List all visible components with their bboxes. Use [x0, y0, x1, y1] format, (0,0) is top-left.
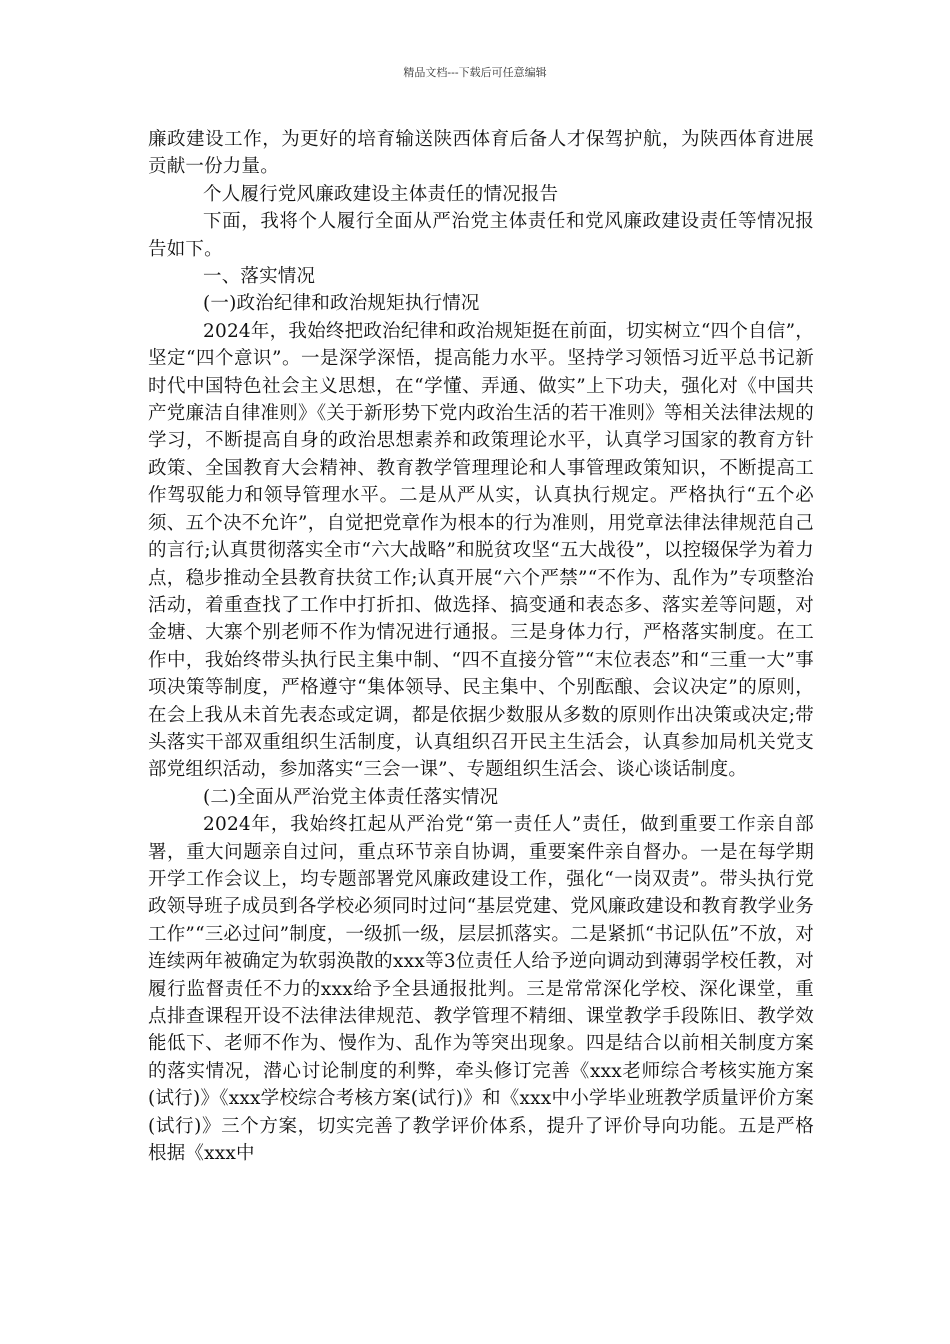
running-header: 精品文档---下载后可任意编辑 — [403, 66, 547, 79]
paragraph-continuation: 廉政建设工作，为更好的培育输送陕西体育后备人才保驾护航，为陕西体育进展贡献一份力量。 — [148, 129, 814, 178]
document-body — [148, 126, 814, 1167]
paragraph-party-responsibility: 2024年，我始终扛起从严治党“第一责任人”责任，做到重要工作亲自部署，重大问题亲自过问，重点环节亲自协调，重要案件亲自督办。一是在每学期开学工作会议上，均专题部署党风廉政建设工作，强化“一岗双责”。带头执行党政领导班子成员到各学校必须同时过问“基层党建、党风廉政建设和教育教学业务工作”“三必过问”制度，一级抓一级，层层抓落实。二是紧抓“书记队伍”不放，对连续两年被确定为软弱涣散的xxx等3位责任人给予逆向调动到薄弱学校任教，对履行监督责任不力的xxx给予全县通报批判。三是常常深化学校、深化课堂，重点排查课程开设不法律法律规范、教学管理不精细、课堂教学手段陈旧、教学效能低下、老师不作为、慢作为、乱作为等突出现象。四是结合以前相关制度方案的落实情况，潜心讨论制度的利弊，牵头修订完善《xxx老师综合考核实施方案(试行)》《xxx学校综合考核方案(试行)》和《xxx中小学毕业班教学质量评价方案(试行)》三个方案，切实完善了教学评价体系，提升了评价导向功能。五是严格根据《xxx中 — [148, 814, 814, 1165]
subsection-heading-1: (一)政治纪律和政治规矩执行情况 — [203, 293, 480, 315]
subsection-heading-2: (二)全面从严治党主体责任落实情况 — [203, 786, 499, 808]
paragraph-intro: 下面，我将个人履行全面从严治党主体责任和党风廉政建设责任等情况报告如下。 — [148, 211, 814, 260]
section-heading-1: 一、落实情况 — [203, 266, 316, 288]
paragraph-political-discipline: 2024年，我始终把政治纪律和政治规矩挺在前面，切实树立“四个自信”，坚定“四个意识”。一是深学深悟，提高能力水平。坚持学习领悟习近平总书记新时代中国特色社会主义思想，在“学懂、弄通、做实”上下功夫，强化对《中国共产党廉洁自律准则》《关于新形势下党内政治生活的若干准则》等相关法律法规的学习，不断提高自身的政治思想素养和政策理论水平，认真学习国家的教育方针政策、全国教育大会精神、教育教学管理理论和人事管理政策知识，不断提高工作驾驭能力和领导管理水平。二是从严从实，认真执行规定。严格执行“五个必须、五个决不允许”，自觉把党章作为根本的行为准则，用党章法律法律规范自己的言行;认真贯彻落实全市“六大战略”和脱贫攻坚“五大战役”，以控辍保学为着力点，稳步推动全县教育扶贫工作;认真开展“六个严禁”“不作为、乱作为”专项整治活动，着重查找了工作中打折扣、做选择、搞变通和表态多、落实差等问题，对金塘、大寨个别老师不作为情况进行通报。三是身体力行，严格落实制度。在工作中，我始终带头执行民主集中制、“四不直接分管”“末位表态”和“三重一大”事项决策等制度，严格遵守“集体领导、民主集中、个别酝酿、会议决定”的原则，在会上我从未首先表态或定调，都是依据少数服从多数的原则作出决策或决定;带头落实干部双重组织生活制度，认真组织召开民主生活会，认真参加局机关党支部党组织活动，参加落实“三会一课”、专题组织生活会、谈心谈话制度。 — [148, 320, 814, 781]
report-title: 个人履行党风廉政建设主体责任的情况报告 — [203, 183, 559, 205]
